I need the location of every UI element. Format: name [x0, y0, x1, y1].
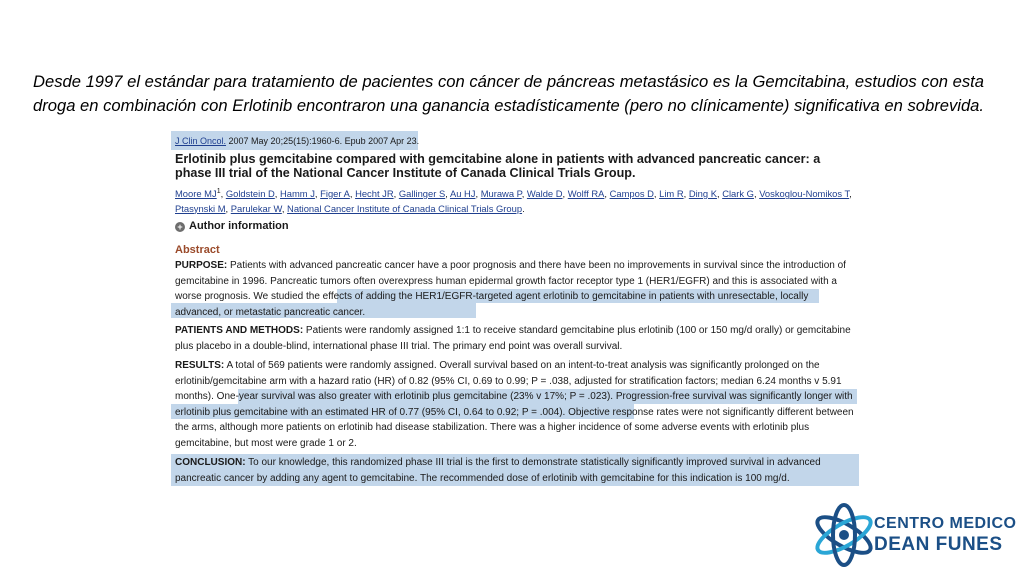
purpose-paragraph [175, 258, 855, 320]
author-separator: . [522, 202, 525, 214]
author-separator: , [393, 188, 399, 200]
methods-text: Patients were randomly assigned 1:1 to receive standard gemcitabine plus erlotinib (100 or 150 mg/d orally) or gemcitabine plus placebo in a double-blind, international phase III trial. The primary end point was overall survival. [175, 325, 851, 352]
citation [175, 134, 419, 150]
author-information-toggle[interactable] [175, 219, 289, 235]
author-list [175, 185, 855, 216]
author-separator: , [225, 202, 231, 214]
abstract-heading: Abstract [175, 244, 220, 256]
author-separator: , [849, 188, 852, 200]
author-separator: , [274, 188, 281, 200]
logo-text [874, 515, 1017, 556]
intro-paragraph: Desde 1997 el estándar para tratamiento de pacientes con cáncer de páncreas metastásico es la Gemcitabina, estudios con esta droga en combinación con Erlotinib encontraron una ganancia estadísticamente (pero no clínicamente) significativa en sobrevida. [33, 72, 985, 115]
author-link[interactable]: Lim R [659, 188, 684, 200]
author-link[interactable]: National Cancer Institute of Canada Clinical Trials Group [287, 202, 523, 214]
citation-details: 2007 May 20;25(15):1960-6. Epub 2007 Apr 23. [226, 136, 420, 146]
author-separator: , [349, 188, 356, 200]
conclusion-text: To our knowledge, this randomized phase III trial is the first to demonstrate statistically significantly improved survival in advanced pancreatic cancer by adding any agent to gemcitabine. The recommended dose of erlotinib with gemcitabine for this indication is 100 mg/d. [175, 457, 821, 484]
author-link[interactable]: Murawa P [480, 188, 522, 200]
purpose-label: PURPOSE: [175, 260, 228, 271]
conclusion-label: CONCLUSION: [175, 457, 246, 468]
author-link[interactable]: Clark G [722, 188, 754, 200]
author-link[interactable]: Hamm J [280, 188, 315, 200]
results-label: RESULTS: [175, 360, 225, 371]
author-link[interactable]: Ptasynski M [175, 202, 226, 214]
author-link[interactable]: Hecht JR [355, 188, 394, 200]
author-link[interactable]: Voskoglou-Nomikos T [759, 188, 850, 200]
methods-label: PATIENTS AND METHODS: [175, 325, 304, 336]
author-separator: , [716, 188, 723, 200]
author-link[interactable]: Goldstein D [225, 188, 275, 200]
author-link[interactable]: Walde D [526, 188, 563, 200]
conclusion-paragraph [175, 455, 855, 486]
author-link[interactable]: Au HJ [449, 188, 476, 200]
author-separator: , [220, 188, 226, 200]
author-link[interactable]: Figer A [320, 188, 350, 200]
author-link[interactable]: Wolff RA [567, 188, 605, 200]
author-link[interactable]: Gallinger S [398, 188, 446, 200]
journal-link[interactable]: J Clin Oncol. [175, 136, 227, 146]
methods-paragraph [175, 323, 855, 354]
logo-line-2: DEAN FUNES [874, 534, 1003, 555]
author-information-label: Author information [189, 220, 289, 232]
author-separator: , [653, 188, 660, 200]
logo-line-1: CENTRO MEDICO [874, 515, 1017, 532]
author-separator: , [753, 188, 760, 200]
purpose-text: Patients with advanced pancreatic cancer have a poor prognosis and there have been no improvements in survival since the introduction of gemcitabine in 1996. Pancreatic tumors often overexpress human epidermal growth factor receptor type 1 (HER1/EGFR) and this is associated with a worse prognosis. We studied the effects of adding the HER1/EGFR-targeted agent erlotinib to gemcitabine in patients with unresectable, locally advanced, or metastatic pancreatic cancer. [175, 260, 846, 318]
results-text: A total of 569 patients were randomly assigned. Overall survival based on an intent-to-treat analysis was significantly prolonged on the erlotinib/gemcitabine arm with a hazard ratio (HR) of 0.82 (95% CI, 0.69 to 0.99; P = .038, adjusted for stratification factors; median 6.24 months v 5.91 months). One-year survival was also greater with erlotinib plus gemcitabine (23% v 17%; P = .023). Progression-free survival was significantly longer with erlotinib plus gemcitabine with an estimated HR of 0.77 (95% CI, 0.64 to 0.92; P = .004). Objective response rates were not significantly different between the arms, although more patients on erlotinib had disease stabilization. There was a higher incidence of some adverse events with erlotinib plus gemcitabine, but most were grade 1 or 2. [175, 360, 854, 449]
author-separator: , [604, 188, 610, 200]
author-separator: , [521, 188, 527, 200]
author-separator: , [314, 188, 321, 200]
author-link[interactable]: Ding K [688, 188, 717, 200]
author-link[interactable]: Moore MJ [175, 188, 217, 200]
author-link[interactable]: Campos D [609, 188, 654, 200]
author-link[interactable]: Parulekar W [230, 202, 282, 214]
author-separator: , [281, 202, 288, 214]
author-separator: , [562, 188, 568, 200]
pubmed-abstract [171, 130, 859, 487]
author-separator: , [445, 188, 450, 200]
author-separator: , [683, 188, 689, 200]
author-separator: , [475, 188, 481, 200]
results-paragraph [175, 358, 855, 451]
author-affiliation-sup: 1 [216, 188, 221, 195]
expand-plus-icon[interactable]: + [175, 222, 185, 232]
article-title: Erlotinib plus gemcitabine compared with gemcitabine alone in patients with advanced pancreatic cancer: a phase III trial of the National Cancer Institute of Canada Clinical Trials Group. [175, 152, 821, 180]
